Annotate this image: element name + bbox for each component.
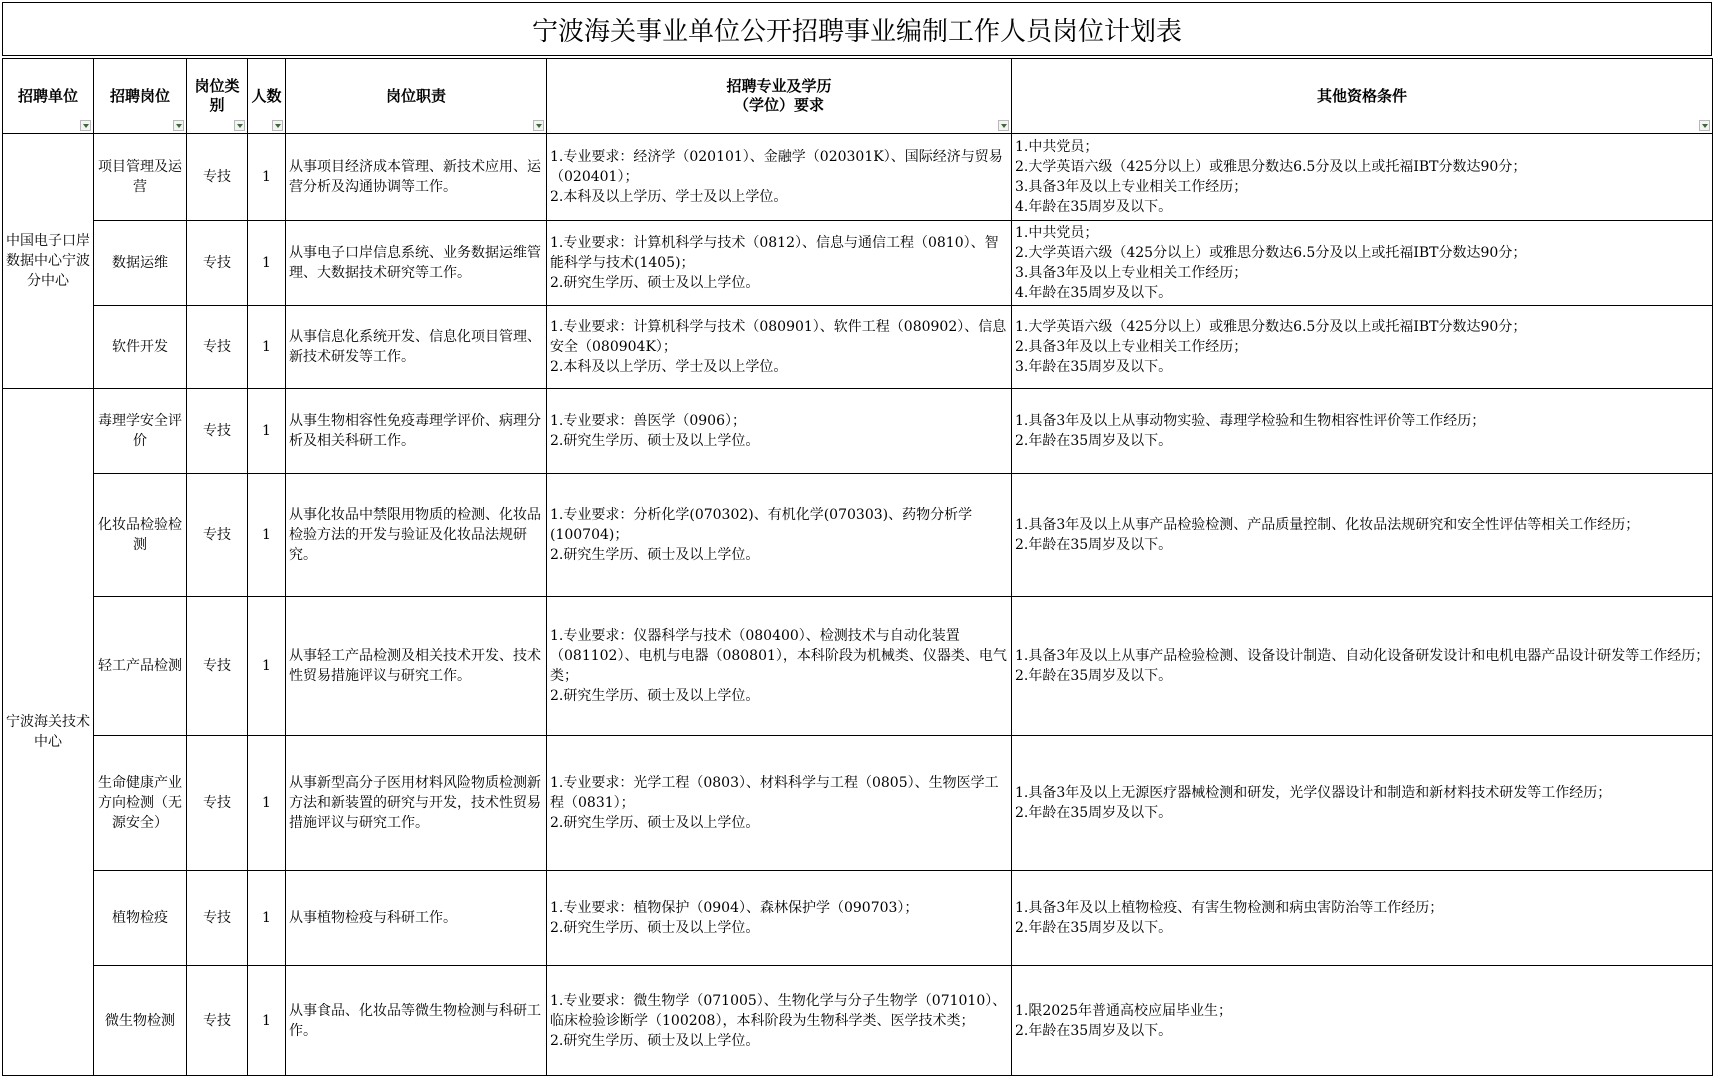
table-row	[3, 736, 1713, 871]
category-cell: 专技	[187, 221, 248, 306]
other-cell: 1.具备3年及以上从事动物实验、毒理学检验和生物相容性评价等工作经历； 2.年龄在35周岁及以下。	[1012, 389, 1713, 474]
other-cell: 1.中共党员； 2.大学英语六级（425分以上）或雅思分数达6.5分及以上或托福IBT分数达90分； 3.具备3年及以上专业相关工作经历； 4.年龄在35周岁及以下。	[1012, 134, 1713, 221]
position-cell: 轻工产品检测	[94, 597, 187, 736]
major-cell: 1.专业要求：计算机科学与技术（080901）、软件工程（080902）、信息安全（080904K）； 2.本科及以上学历、学士及以上学位。	[547, 306, 1012, 389]
other-cell: 1.具备3年及以上从事产品检验检测、产品质量控制、化妆品法规研究和安全性评估等相关工作经历； 2.年龄在35周岁及以下。	[1012, 474, 1713, 597]
position-cell: 项目管理及运营	[94, 134, 187, 221]
major-cell: 1.专业要求：兽医学（0906）； 2.研究生学历、硕士及以上学位。	[547, 389, 1012, 474]
category-cell: 专技	[187, 597, 248, 736]
category-cell: 专技	[187, 966, 248, 1076]
table-row	[3, 966, 1713, 1076]
table-row	[3, 474, 1713, 597]
count-cell: 1	[248, 221, 286, 306]
category-cell: 专技	[187, 306, 248, 389]
duty-cell: 从事项目经济成本管理、新技术应用、运营分析及沟通协调等工作。	[286, 134, 547, 221]
position-cell: 数据运维	[94, 221, 187, 306]
dropdown-filter-icon[interactable]	[173, 120, 184, 131]
duty-cell: 从事植物检疫与科研工作。	[286, 871, 547, 966]
position-cell: 毒理学安全评价	[94, 389, 187, 474]
positions-table	[2, 58, 1713, 1076]
dropdown-filter-icon[interactable]	[80, 120, 91, 131]
other-cell: 1.限2025年普通高校应届毕业生； 2.年龄在35周岁及以下。	[1012, 966, 1713, 1076]
count-cell: 1	[248, 306, 286, 389]
duty-cell: 从事轻工产品检测及相关技术开发、技术性贸易措施评议与研究工作。	[286, 597, 547, 736]
header-other[interactable]: 其他资格条件	[1012, 59, 1713, 134]
header-row	[3, 59, 1713, 134]
count-cell: 1	[248, 597, 286, 736]
other-cell: 1.具备3年及以上从事产品检验检测、设备设计制造、自动化设备研发设计和电机电器产品设计研发等工作经历； 2.年龄在35周岁及以下。	[1012, 597, 1713, 736]
count-cell: 1	[248, 871, 286, 966]
dropdown-filter-icon[interactable]	[998, 120, 1009, 131]
page-title: 宁波海关事业单位公开招聘事业编制工作人员岗位计划表	[2, 2, 1712, 56]
other-cell: 1.具备3年及以上无源医疗器械检测和研发，光学仪器设计和制造和新材料技术研发等工作经历； 2.年龄在35周岁及以下。	[1012, 736, 1713, 871]
count-cell: 1	[248, 389, 286, 474]
count-cell: 1	[248, 966, 286, 1076]
duty-cell: 从事食品、化妆品等微生物检测与科研工作。	[286, 966, 547, 1076]
dropdown-filter-icon[interactable]	[533, 120, 544, 131]
duty-cell: 从事化妆品中禁限用物质的检测、化妆品检验方法的开发与验证及化妆品法规研究。	[286, 474, 547, 597]
recruitment-sheet	[2, 2, 1712, 1078]
dropdown-filter-icon[interactable]	[272, 120, 283, 131]
header-duty[interactable]: 岗位职责	[286, 59, 547, 134]
header-count[interactable]: 人数	[248, 59, 286, 134]
table-row	[3, 134, 1713, 221]
position-cell: 生命健康产业方向检测（无源安全）	[94, 736, 187, 871]
duty-cell: 从事新型高分子医用材料风险物质检测新方法和新装置的研究与开发，技术性贸易措施评议与研究工作。	[286, 736, 547, 871]
other-cell: 1.具备3年及以上植物检疫、有害生物检测和病虫害防治等工作经历； 2.年龄在35周岁及以下。	[1012, 871, 1713, 966]
position-cell: 微生物检测	[94, 966, 187, 1076]
category-cell: 专技	[187, 134, 248, 221]
count-cell: 1	[248, 736, 286, 871]
header-category[interactable]: 岗位类别	[187, 59, 248, 134]
table-row	[3, 597, 1713, 736]
category-cell: 专技	[187, 736, 248, 871]
major-cell: 1.专业要求：光学工程（0803）、材料科学与工程（0805）、生物医学工程（0831）； 2.研究生学历、硕士及以上学位。	[547, 736, 1012, 871]
unit-cell: 中国电子口岸数据中心宁波分中心	[3, 134, 94, 389]
other-cell: 1.中共党员； 2.大学英语六级（425分以上）或雅思分数达6.5分及以上或托福IBT分数达90分； 3.具备3年及以上专业相关工作经历； 4.年龄在35周岁及以下。	[1012, 221, 1713, 306]
count-cell: 1	[248, 134, 286, 221]
position-cell: 软件开发	[94, 306, 187, 389]
position-cell: 植物检疫	[94, 871, 187, 966]
header-unit[interactable]: 招聘单位	[3, 59, 94, 134]
dropdown-filter-icon[interactable]	[234, 120, 245, 131]
category-cell: 专技	[187, 871, 248, 966]
duty-cell: 从事信息化系统开发、信息化项目管理、新技术研发等工作。	[286, 306, 547, 389]
count-cell: 1	[248, 474, 286, 597]
major-cell: 1.专业要求：仪器科学与技术（080400）、检测技术与自动化装置（081102）、电机与电器（080801），本科阶段为机械类、仪器类、电气类； 2.研究生学历、硕士及以上学位。	[547, 597, 1012, 736]
unit-cell: 宁波海关技术中心	[3, 389, 94, 1076]
major-cell: 1.专业要求：微生物学（071005）、生物化学与分子生物学（071010）、临床检验诊断学（100208），本科阶段为生物科学类、医学技术类； 2.研究生学历、硕士及以上学位。	[547, 966, 1012, 1076]
category-cell: 专技	[187, 474, 248, 597]
position-cell: 化妆品检验检测	[94, 474, 187, 597]
category-cell: 专技	[187, 389, 248, 474]
dropdown-filter-icon[interactable]	[1699, 120, 1710, 131]
duty-cell: 从事电子口岸信息系统、业务数据运维管理、大数据技术研究等工作。	[286, 221, 547, 306]
major-cell: 1.专业要求：计算机科学与技术（0812）、信息与通信工程（0810）、智能科学与技术(1405)； 2.研究生学历、硕士及以上学位。	[547, 221, 1012, 306]
header-position[interactable]: 招聘岗位	[94, 59, 187, 134]
other-cell: 1.大学英语六级（425分以上）或雅思分数达6.5分及以上或托福IBT分数达90分； 2.具备3年及以上专业相关工作经历； 3.年龄在35周岁及以下。	[1012, 306, 1713, 389]
header-major[interactable]: 招聘专业及学历 （学位）要求	[547, 59, 1012, 134]
major-cell: 1.专业要求：分析化学(070302)、有机化学(070303)、药物分析学(100704)； 2.研究生学历、硕士及以上学位。	[547, 474, 1012, 597]
table-row	[3, 221, 1713, 306]
duty-cell: 从事生物相容性免疫毒理学评价、病理分析及相关科研工作。	[286, 389, 547, 474]
major-cell: 1.专业要求：经济学（020101）、金融学（020301K）、国际经济与贸易（020401）； 2.本科及以上学历、学士及以上学位。	[547, 134, 1012, 221]
table-row	[3, 871, 1713, 966]
major-cell: 1.专业要求：植物保护（0904）、森林保护学（090703）； 2.研究生学历、硕士及以上学位。	[547, 871, 1012, 966]
table-row	[3, 389, 1713, 474]
table-row	[3, 306, 1713, 389]
